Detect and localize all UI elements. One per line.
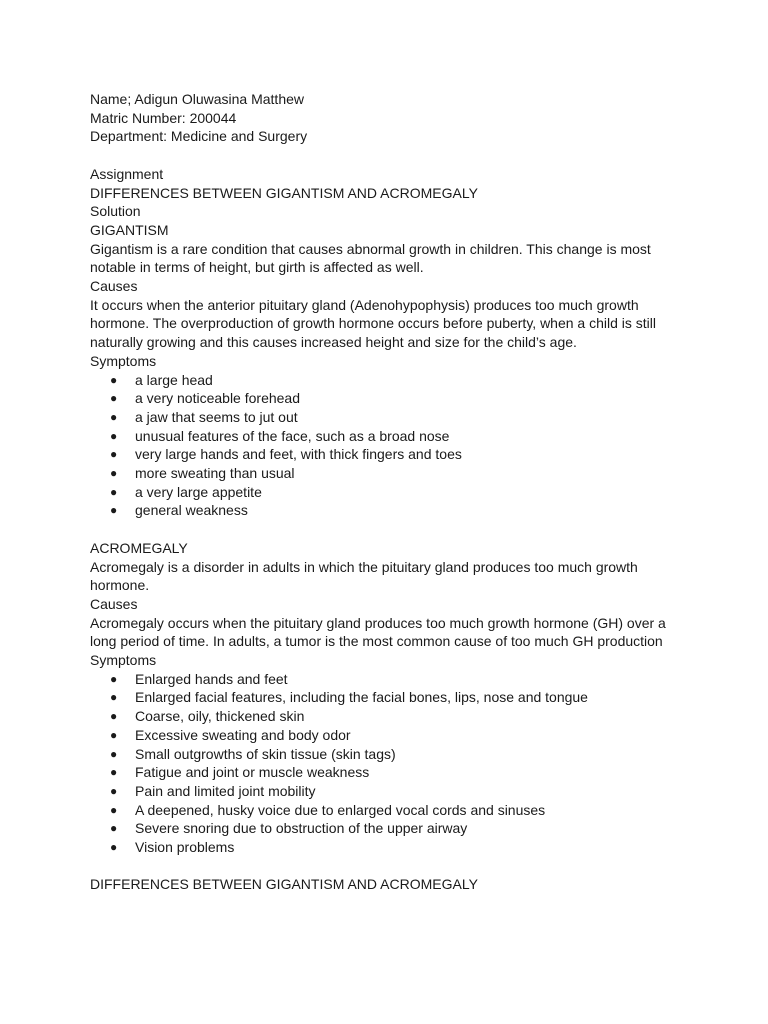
differences-heading: DIFFERENCES BETWEEN GIGANTISM AND ACROMEGALY (90, 876, 478, 893)
department: Department: Medicine and Surgery (90, 128, 308, 145)
bullet-icon: ● (110, 690, 118, 705)
gigantism-symptoms-list (90, 371, 690, 521)
gigantism-causes-line: naturally growing and this causes increased height and size for the child’s age. (90, 334, 577, 351)
acromegaly-causes-line: long period of time. In adults, a tumor is the most common cause of too much GH production (90, 633, 663, 650)
acromegaly-intro-line: hormone. (90, 577, 150, 594)
list-item (90, 707, 690, 726)
document-page (90, 90, 690, 894)
spacer (90, 146, 690, 165)
bullet-icon: ● (110, 484, 118, 499)
bullet-icon: ● (110, 802, 118, 817)
list-item (90, 782, 690, 801)
list-item (90, 670, 690, 689)
bullet-icon: ● (110, 746, 118, 761)
student-name: Name; Adigun Oluwasina Matthew (90, 91, 304, 107)
matric-number: Matric Number: 200044 (90, 109, 237, 126)
gigantism-causes-heading: Causes (90, 278, 138, 295)
list-item (90, 819, 690, 838)
list-item (90, 408, 690, 427)
list-item (90, 483, 690, 502)
list-item (90, 763, 690, 782)
list-item-text: Enlarged hands and feet (135, 670, 288, 687)
list-item-text: Coarse, oily, thickened skin (135, 708, 305, 725)
acromegaly-causes-heading: Causes (90, 595, 138, 612)
bullet-icon: ● (110, 391, 118, 406)
bullet-icon: ● (110, 466, 118, 481)
list-item-text: Enlarged facial features, including the facial bones, lips, nose and tongue (135, 689, 588, 706)
bullet-icon: ● (110, 840, 118, 855)
acromegaly-intro-line: Acromegaly is a disorder in adults in which the pituitary gland produces too much growth (90, 558, 638, 575)
list-item-text: general weakness (135, 502, 248, 519)
bullet-icon: ● (110, 783, 118, 798)
list-item-text: a very large appetite (135, 483, 262, 500)
list-item-text: Severe snoring due to obstruction of the upper airway (135, 820, 468, 837)
bullet-icon: ● (110, 727, 118, 742)
list-item-text: A deepened, husky voice due to enlarged vocal cords and sinuses (135, 801, 546, 818)
gigantism-symptoms-heading: Symptoms (90, 352, 157, 369)
bullet-icon: ● (110, 821, 118, 836)
gigantism-heading: GIGANTISM (90, 221, 169, 238)
list-item-text: Pain and limited joint mobility (135, 782, 316, 799)
spacer (90, 857, 690, 876)
list-item-text: Small outgrowths of skin tissue (skin tags) (135, 745, 396, 762)
list-item (90, 688, 690, 707)
gigantism-intro-line: Gigantism is a rare condition that causes abnormal growth in children. This change is most (90, 240, 651, 257)
acromegaly-heading: ACROMEGALY (90, 539, 188, 556)
list-item-text: a very noticeable forehead (135, 390, 300, 407)
acromegaly-symptoms-list (90, 670, 690, 857)
list-item-text: Fatigue and joint or muscle weakness (135, 764, 370, 781)
bullet-icon: ● (110, 709, 118, 724)
acromegaly-causes-line: Acromegaly occurs when the pituitary gland produces too much growth hormone (GH) over a (90, 614, 666, 631)
list-item-text: very large hands and feet, with thick fingers and toes (135, 446, 462, 463)
solution-label: Solution (90, 203, 141, 220)
list-item (90, 726, 690, 745)
list-item-text: a large head (135, 371, 213, 388)
list-item (90, 427, 690, 446)
bullet-icon: ● (110, 409, 118, 424)
assignment-label: Assignment (90, 165, 164, 182)
bullet-icon: ● (110, 503, 118, 518)
assignment-title: DIFFERENCES BETWEEN GIGANTISM AND ACROMEGALY (90, 184, 478, 201)
list-item (90, 445, 690, 464)
list-item (90, 838, 690, 857)
acromegaly-symptoms-heading: Symptoms (90, 652, 157, 669)
list-item (90, 745, 690, 764)
list-item-text: Excessive sweating and body odor (135, 726, 351, 743)
list-item-text: more sweating than usual (135, 465, 295, 482)
bullet-icon: ● (110, 447, 118, 462)
bullet-icon: ● (110, 765, 118, 780)
gigantism-causes-line: It occurs when the anterior pituitary gland (Adenohypophysis) produces too much growth (90, 296, 639, 313)
spacer (90, 520, 690, 539)
list-item (90, 501, 690, 520)
bullet-icon: ● (110, 671, 118, 686)
bullet-icon: ● (110, 372, 118, 387)
list-item (90, 464, 690, 483)
list-item (90, 801, 690, 820)
list-item-text: a jaw that seems to jut out (135, 408, 298, 425)
gigantism-causes-line: hormone. The overproduction of growth hormone occurs before puberty, when a child is still (90, 315, 657, 332)
gigantism-intro-line: notable in terms of height, but girth is affected as well. (90, 259, 424, 276)
list-item-text: Vision problems (135, 839, 235, 856)
list-item-text: unusual features of the face, such as a broad nose (135, 427, 450, 444)
bullet-icon: ● (110, 428, 118, 443)
list-item (90, 389, 690, 408)
list-item (90, 371, 690, 390)
